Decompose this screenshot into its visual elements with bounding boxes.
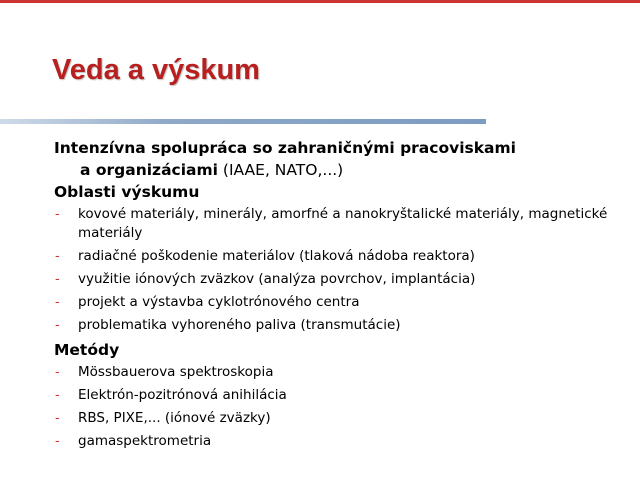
bullet-dash-icon: - <box>55 207 60 222</box>
list-item-text: Elektrón-pozitrónová anihilácia <box>78 387 287 403</box>
list-item <box>54 205 614 243</box>
research-areas-list <box>54 205 614 335</box>
list-item-text: využitie iónových zväzkov (analýza povrchov, implantácia) <box>78 271 476 287</box>
list-item <box>54 409 614 428</box>
list-item-text: problematika vyhoreného paliva (transmutácie) <box>78 317 401 333</box>
slide-title: Veda a výskum <box>52 54 260 86</box>
list-item <box>54 386 614 405</box>
list-item-text: gamaspektrometria <box>78 433 212 449</box>
top-rule <box>0 0 640 3</box>
list-item-text: Mössbauerova spektroskopia <box>78 364 274 380</box>
bullet-dash-icon: - <box>55 272 60 287</box>
list-item <box>54 270 614 289</box>
bullet-dash-icon: - <box>55 249 60 264</box>
list-item-text: radiačné poškodenie materiálov (tlaková nádoba reaktora) <box>78 248 475 264</box>
list-item-text: kovové materiály, minerály, amorfné a nanokryštalické materiály, magnetické materiály <box>78 206 608 241</box>
list-item <box>54 247 614 266</box>
intro-line-2-plain: (IAAE, NATO,...) <box>217 161 344 179</box>
list-item <box>54 432 614 451</box>
slide-content <box>54 137 614 455</box>
bullet-dash-icon: - <box>55 318 60 333</box>
section-heading-methods: Metódy <box>54 341 120 359</box>
methods-list <box>54 363 614 451</box>
intro-line-2 <box>54 159 614 181</box>
list-item <box>54 363 614 382</box>
list-item <box>54 316 614 335</box>
bullet-dash-icon: - <box>55 411 60 426</box>
list-item <box>54 293 614 312</box>
bullet-dash-icon: - <box>55 388 60 403</box>
list-item-text: projekt a výstavba cyklotrónového centra <box>78 294 360 310</box>
bullet-dash-icon: - <box>55 365 60 380</box>
list-item-text: RBS, PIXE,... (iónové zväzky) <box>78 410 271 426</box>
title-divider <box>0 119 486 124</box>
bullet-dash-icon: - <box>55 434 60 449</box>
bullet-dash-icon: - <box>55 295 60 310</box>
intro-heading <box>54 137 614 181</box>
intro-line-2-bold: a organizáciami <box>80 161 218 179</box>
section-heading-research-areas: Oblasti výskumu <box>54 183 200 201</box>
intro-line-1: Intenzívna spolupráca so zahraničnými pracoviskami <box>54 139 516 157</box>
